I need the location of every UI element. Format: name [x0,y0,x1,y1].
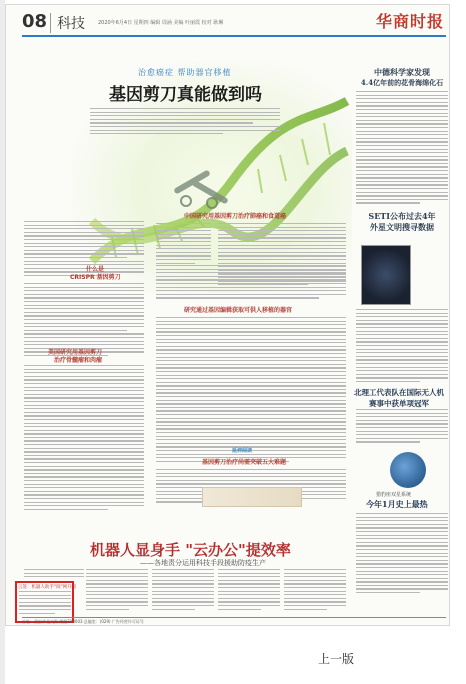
story4-kicker: 猎豹座双星系统 [376,492,412,498]
subhead-usa: 美国研究用基因剪刀 [48,349,103,356]
story1-title [354,67,450,88]
story3-title-line1: 北理工代表队在国际无人机 [354,388,444,397]
subhead-crispr: CRISPR 基因剪刀 [70,274,121,281]
subhead-what-is: 什么是 [86,266,105,273]
story3-title [346,387,450,409]
feature-kicker: 治愈癌症 帮助器官移植 [138,68,232,77]
story2-body [356,309,448,384]
satellite-photo [390,452,426,488]
ad-panel [202,487,302,507]
bottom-headline: 机器人显身手 "云办公"提效率 [90,541,291,559]
masthead-meta: 2020年6月4日 星期四 编辑 周涵 美编 叶丽霞 校对 耿琳 [98,20,224,26]
selected-article-text[interactable] [19,591,71,616]
bottom-subheadline: ——各地责分运用科技手段援助防疫生产 [140,559,266,567]
story1-title-line1: 中德科学家发现 [374,67,430,77]
bottom-col2-text [86,569,148,612]
footer-text: 社址：西安市北大街 邮编710003 总编室：(029) 广告经营许可证号 [22,619,144,624]
seti-photo [361,245,411,305]
prev-page-link[interactable]: 上一版 [318,652,355,666]
middle-column-text-4 [156,317,346,464]
bottom-col1-text [24,569,84,580]
story4-body [356,513,448,596]
left-column-text-3 [24,365,144,512]
middle-column-text-3 [156,265,346,301]
feature-lead-text [90,108,280,137]
page-number: 08 [22,11,48,32]
newspaper-logo: 华商时报 [375,12,444,31]
newspaper-page [5,4,450,626]
masthead [22,9,446,37]
bottom-col3-text [152,569,214,612]
story3-body [356,409,448,445]
story4-title: 今年1月史上最热 [366,499,428,509]
feature-subhead-china: 中国研究用基因剪刀治疗肺癌和食道癌 [184,213,287,220]
story2-title [354,211,450,233]
feature-headline: 基因剪刀真能做到吗 [109,85,262,105]
middle-column-text-1 [156,223,211,266]
subhead-bone: 治疗骨髓瘤和肉瘤 [54,357,103,364]
story2-title-line1: SETI公布过去4年 [368,211,436,221]
story2-title-line2: 外星文明搜寻数据 [370,222,434,232]
further-reading-label: 延伸阅读 [232,448,253,454]
bottom-col4-text [218,569,280,612]
subhead-organ: 研究通过基因编辑获取可供人移植的器官 [184,307,293,314]
bottom-col5-text [284,569,346,612]
left-column-text-1 [24,221,144,279]
story3-title-line2: 赛事中获单项冠军 [369,399,429,408]
selected-article-title[interactable]: 云签：机器人助手"阅"网升级 [18,585,77,590]
story1-body [356,91,448,206]
section-label: 科技 [50,13,85,33]
subhead-five-problems: 基因剪刀治疗尚需突破五大难题 [202,459,287,466]
story1-title-line2: 4.4亿年前的花骨海绵化石 [360,78,444,87]
